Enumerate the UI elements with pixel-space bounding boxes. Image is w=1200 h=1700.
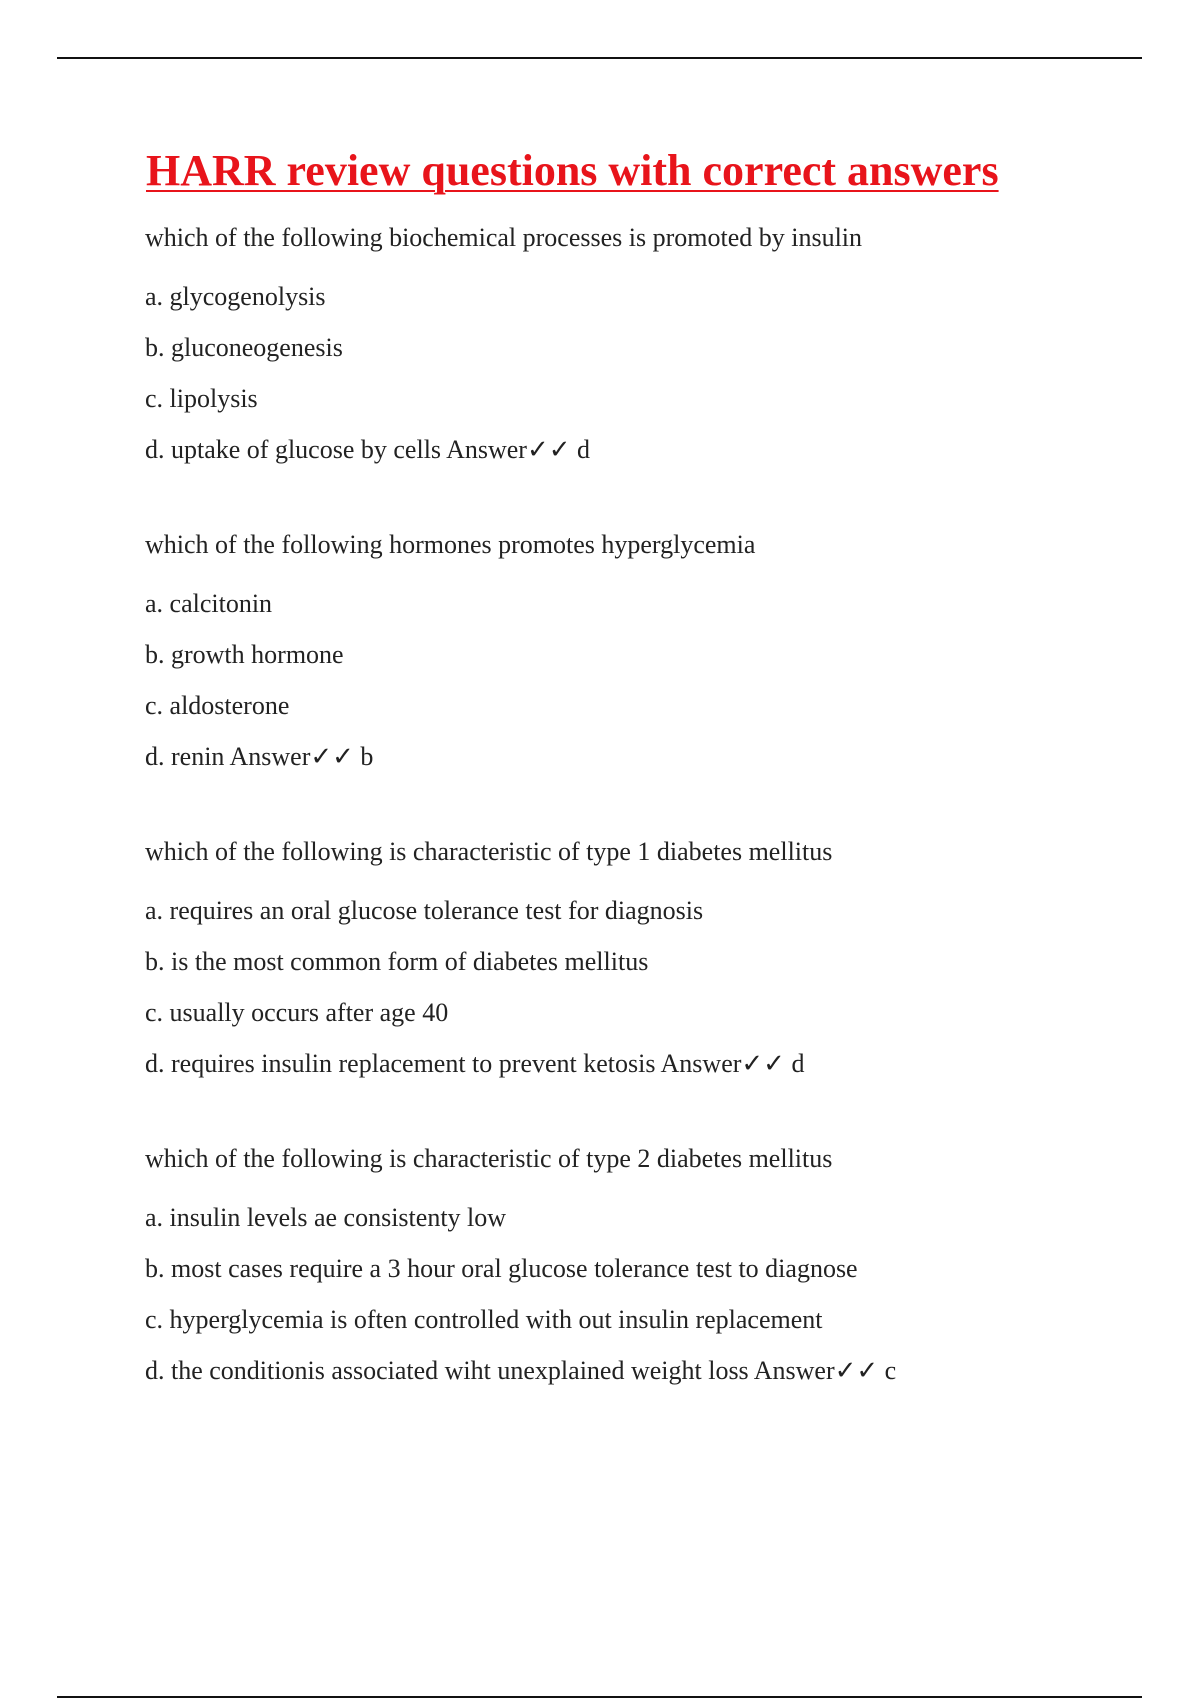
answer-option-a: a. insulin levels ae consistenty low bbox=[145, 1203, 507, 1232]
question-1 bbox=[145, 220, 1145, 475]
question-stem: which of the following is characteristic of type 2 diabetes mellitus bbox=[145, 1144, 833, 1173]
answer-option-d: d. requires insulin replacement to prevent ketosis Answer✓✓ d bbox=[145, 1049, 805, 1078]
top-rule bbox=[57, 57, 1142, 59]
answer-option-c: c. hyperglycemia is often controlled with out insulin replacement bbox=[145, 1305, 823, 1334]
page-title: HARR review questions with correct answers bbox=[146, 146, 999, 195]
answer-option-d: d. the conditionis associated wiht unexplained weight loss Answer✓✓ c bbox=[145, 1356, 897, 1385]
answer-option-a: a. requires an oral glucose tolerance test for diagnosis bbox=[145, 896, 704, 925]
question-stem: which of the following biochemical processes is promoted by insulin bbox=[145, 223, 863, 252]
answer-option-d: d. renin Answer✓✓ b bbox=[145, 742, 374, 771]
answer-option-b: b. gluconeogenesis bbox=[145, 333, 343, 362]
question-stem: which of the following hormones promotes hyperglycemia bbox=[145, 530, 756, 559]
question-3 bbox=[145, 834, 1145, 1089]
question-list bbox=[145, 220, 1145, 1448]
answer-option-b: b. is the most common form of diabetes mellitus bbox=[145, 947, 649, 976]
answer-option-b: b. most cases require a 3 hour oral glucose tolerance test to diagnose bbox=[145, 1254, 858, 1283]
question-4 bbox=[145, 1141, 1145, 1396]
question-2 bbox=[145, 527, 1145, 782]
answer-option-a: a. glycogenolysis bbox=[145, 282, 326, 311]
answer-option-c: c. aldosterone bbox=[145, 691, 290, 720]
answer-option-b: b. growth hormone bbox=[145, 640, 344, 669]
answer-option-c: c. usually occurs after age 40 bbox=[145, 998, 449, 1027]
question-stem: which of the following is characteristic of type 1 diabetes mellitus bbox=[145, 837, 833, 866]
bottom-rule bbox=[57, 1696, 1142, 1698]
answer-option-d: d. uptake of glucose by cells Answer✓✓ d bbox=[145, 435, 591, 464]
answer-option-a: a. calcitonin bbox=[145, 589, 273, 618]
answer-option-c: c. lipolysis bbox=[145, 384, 258, 413]
